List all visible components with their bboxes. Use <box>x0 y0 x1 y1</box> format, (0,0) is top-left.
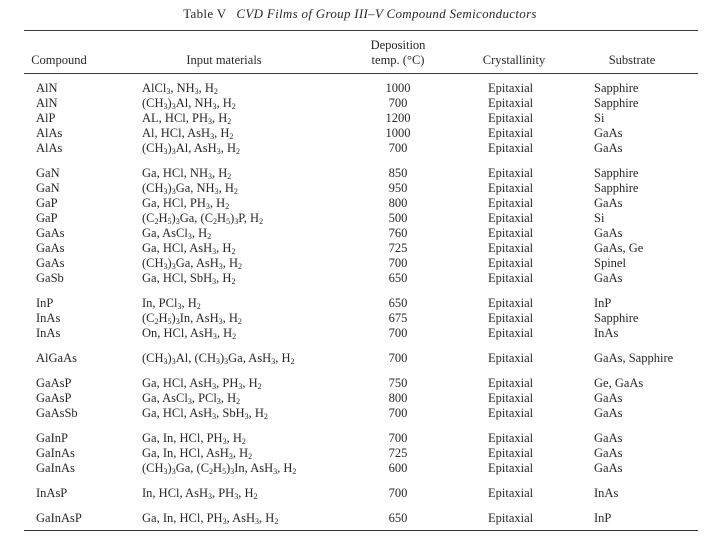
table-row <box>0 391 720 406</box>
cell-input-materials: $(CH_3)_3Al$, $NH_3$, $H_2$ <box>142 96 236 111</box>
cell-deposition-temp: 600 <box>388 461 408 475</box>
cell-compound: AlN <box>36 81 58 95</box>
cell-deposition-temp: 725 <box>388 446 408 460</box>
cell-input-materials: Ga, In, HCl, AsH$_3$, $H_2$ <box>142 446 253 461</box>
header-input-materials: Input materials <box>186 53 262 67</box>
cell-compound: InAs <box>36 311 61 325</box>
cell-substrate: Sapphire <box>594 96 639 110</box>
cell-crystallinity: Epitaxial <box>488 311 534 325</box>
cell-deposition-temp: 700 <box>388 326 408 340</box>
cell-deposition-temp: 650 <box>388 511 408 525</box>
cell-substrate: GaAs, Sapphire <box>594 351 674 365</box>
cell-compound: GaInAs <box>36 446 75 460</box>
cell-crystallinity: Epitaxial <box>488 211 534 225</box>
table-caption: CVD Films of Group III–V Compound Semiconductors <box>236 6 537 21</box>
table-title <box>0 6 720 22</box>
cell-input-materials: Ga, HCl, SbH$_3$, $H_2$ <box>142 271 236 286</box>
cell-input-materials: Ga, HCl, AsH$_3$, SbH$_3$, $H_2$ <box>142 406 268 421</box>
cell-deposition-temp: 700 <box>388 431 408 445</box>
cell-substrate: GaAs <box>594 141 623 155</box>
table-row <box>0 311 720 326</box>
cell-substrate: GaAs <box>594 226 623 240</box>
cell-crystallinity: Epitaxial <box>488 511 534 525</box>
cell-deposition-temp: 760 <box>388 226 408 240</box>
cell-substrate: GaAs <box>594 431 623 445</box>
cell-compound: GaP <box>36 211 58 225</box>
cell-crystallinity: Epitaxial <box>488 81 534 95</box>
cell-compound: InAs <box>36 326 61 340</box>
cell-compound: GaAsP <box>36 391 72 405</box>
cell-input-materials: Al, HCl, AsH$_3$, $H_2$ <box>142 126 234 141</box>
cell-crystallinity: Epitaxial <box>488 256 534 270</box>
cell-input-materials: Ga, HCl, AsH$_3$, $PH_3$, $H_2$ <box>142 376 262 391</box>
cell-input-materials: $(CH_3)_3Ga$, $(C_2H_5)_3In$, AsH$_3$, $H_2$ <box>142 461 297 476</box>
cell-substrate: InAs <box>594 326 619 340</box>
cell-input-materials: Ga, AsCl$_3$, $H_2$ <box>142 226 212 241</box>
cell-crystallinity: Epitaxial <box>488 126 534 140</box>
table-row <box>0 211 720 226</box>
cell-substrate: Sapphire <box>594 81 639 95</box>
cell-deposition-temp: 700 <box>388 256 408 270</box>
cell-input-materials: $(C_2H_5)_3In$, AsH$_3$, $H_2$ <box>142 311 242 326</box>
cell-substrate: Sapphire <box>594 311 639 325</box>
cell-crystallinity: Epitaxial <box>488 326 534 340</box>
table-row <box>0 81 720 96</box>
cell-substrate: GaAs <box>594 196 623 210</box>
cell-deposition-temp: 1000 <box>385 126 411 140</box>
cell-substrate: Si <box>594 111 605 125</box>
cell-deposition-temp: 500 <box>388 211 408 225</box>
table-row <box>0 141 720 156</box>
cell-deposition-temp: 850 <box>388 166 408 180</box>
cell-substrate: Sapphire <box>594 181 639 195</box>
cell-input-materials: Ga, In, HCl, $PH_3$, AsH$_3$, $H_2$ <box>142 511 279 526</box>
table-row <box>0 126 720 141</box>
header-deposition-temp <box>352 38 444 68</box>
cell-substrate: GaAs, Ge <box>594 241 644 255</box>
cell-deposition-temp: 800 <box>388 196 408 210</box>
cell-input-materials: $(CH_3)_3Ga$, AsH$_3$, $H_2$ <box>142 256 243 271</box>
cell-crystallinity: Epitaxial <box>488 181 534 195</box>
table-row <box>0 326 720 341</box>
header-temp-line1: Deposition <box>370 38 426 52</box>
table-row <box>0 96 720 111</box>
table-row <box>0 241 720 256</box>
table-row <box>0 166 720 181</box>
cell-input-materials: Ga, AsCl$_3$, PCl$_3$, $H_2$ <box>142 391 241 406</box>
cell-compound: GaN <box>36 181 60 195</box>
cell-deposition-temp: 800 <box>388 391 408 405</box>
table-row <box>0 256 720 271</box>
cell-compound: GaAsSb <box>36 406 78 420</box>
cell-compound: GaP <box>36 196 58 210</box>
table-row <box>0 486 720 501</box>
top-rule <box>24 30 698 31</box>
table-row <box>0 196 720 211</box>
cell-input-materials: Ga, HCl, AsH$_3$, $H_2$ <box>142 241 236 256</box>
cell-deposition-temp: 700 <box>388 351 408 365</box>
cell-deposition-temp: 950 <box>388 181 408 195</box>
cell-substrate: GaAs <box>594 271 623 285</box>
cell-compound: GaInAsP <box>36 511 82 525</box>
cell-crystallinity: Epitaxial <box>488 226 534 240</box>
cell-input-materials: Ga, In, HCl, $PH_3$, $H_2$ <box>142 431 246 446</box>
cell-deposition-temp: 675 <box>388 311 408 325</box>
table-row <box>0 511 720 526</box>
cell-input-materials: On, HCl, AsH$_3$, $H_2$ <box>142 326 237 341</box>
cell-deposition-temp: 700 <box>388 96 408 110</box>
table-row <box>0 271 720 286</box>
cell-compound: GaInAs <box>36 461 75 475</box>
cell-crystallinity: Epitaxial <box>488 296 534 310</box>
cell-crystallinity: Epitaxial <box>488 96 534 110</box>
cell-substrate: Si <box>594 211 605 225</box>
cell-compound: AlGaAs <box>36 351 77 365</box>
cell-input-materials: $(CH_3)_3Al$, AsH$_3$, $H_2$ <box>142 141 240 156</box>
cell-substrate: Sapphire <box>594 166 639 180</box>
cell-crystallinity: Epitaxial <box>488 241 534 255</box>
cell-input-materials: AL, HCl, $PH_3$, $H_2$ <box>142 111 232 126</box>
cell-compound: GaSb <box>36 271 64 285</box>
table-row <box>0 111 720 126</box>
header-compound: Compound <box>31 53 87 67</box>
cell-deposition-temp: 700 <box>388 141 408 155</box>
cell-input-materials: In, PCl$_3$, $H_2$ <box>142 296 201 311</box>
cell-substrate: Spinel <box>594 256 626 270</box>
cell-compound: InP <box>36 296 54 310</box>
cell-compound: AlN <box>36 96 58 110</box>
header-temp-line2: temp. (°C) <box>371 53 425 67</box>
cell-substrate: GaAs <box>594 461 623 475</box>
cell-crystallinity: Epitaxial <box>488 461 534 475</box>
cell-substrate: Ge, GaAs <box>594 376 644 390</box>
cell-substrate: GaAs <box>594 391 623 405</box>
table-row <box>0 461 720 476</box>
cell-crystallinity: Epitaxial <box>488 391 534 405</box>
table-row <box>0 226 720 241</box>
cell-substrate: GaAs <box>594 406 623 420</box>
cell-deposition-temp: 725 <box>388 241 408 255</box>
table-row <box>0 181 720 196</box>
cell-crystallinity: Epitaxial <box>488 376 534 390</box>
cell-input-materials: AlCl$_3$, $NH_3$, $H_2$ <box>142 81 218 96</box>
cell-compound: AlP <box>36 111 56 125</box>
bottom-rule <box>24 530 698 531</box>
cell-substrate: GaAs <box>594 126 623 140</box>
table-row <box>0 376 720 391</box>
cell-compound: InAsP <box>36 486 68 500</box>
cell-input-materials: $(CH_3)_3Al$, $(CH_3)_3Ga$, AsH$_3$, $H_2$ <box>142 351 295 366</box>
cell-input-materials: $(CH_3)_3Ga$, $NH_3$, $H_2$ <box>142 181 238 196</box>
cell-crystallinity: Epitaxial <box>488 196 534 210</box>
table-row <box>0 351 720 366</box>
cell-deposition-temp: 650 <box>388 296 408 310</box>
table-row <box>0 406 720 421</box>
cell-deposition-temp: 700 <box>388 486 408 500</box>
cell-crystallinity: Epitaxial <box>488 166 534 180</box>
cell-compound: AlAs <box>36 126 63 140</box>
cell-crystallinity: Epitaxial <box>488 271 534 285</box>
table-row <box>0 446 720 461</box>
cell-input-materials: In, HCl, AsH$_3$, $PH_3$, $H_2$ <box>142 486 258 501</box>
cell-input-materials: Ga, HCl, $NH_3$, $H_2$ <box>142 166 232 181</box>
cell-compound: GaAs <box>36 226 65 240</box>
cell-deposition-temp: 700 <box>388 406 408 420</box>
cell-deposition-temp: 1000 <box>385 81 411 95</box>
cell-crystallinity: Epitaxial <box>488 486 534 500</box>
cell-deposition-temp: 650 <box>388 271 408 285</box>
cell-crystallinity: Epitaxial <box>488 141 534 155</box>
cell-compound: GaAs <box>36 256 65 270</box>
table-row <box>0 296 720 311</box>
cell-crystallinity: Epitaxial <box>488 446 534 460</box>
cell-deposition-temp: 1200 <box>385 111 411 125</box>
cell-substrate: InP <box>594 296 612 310</box>
cell-input-materials: $(C_2H_5)_3Ga$, $(C_2H_5)_3P$, $H_2$ <box>142 211 264 226</box>
cell-crystallinity: Epitaxial <box>488 111 534 125</box>
header-substrate: Substrate <box>608 53 656 67</box>
table-label: Table V <box>183 6 227 21</box>
cell-crystallinity: Epitaxial <box>488 406 534 420</box>
cell-compound: GaN <box>36 166 60 180</box>
cell-compound: GaAs <box>36 241 65 255</box>
cell-substrate: InAs <box>594 486 619 500</box>
header-rule <box>24 73 698 74</box>
cell-compound: GaAsP <box>36 376 72 390</box>
cell-substrate: InP <box>594 511 612 525</box>
cell-crystallinity: Epitaxial <box>488 351 534 365</box>
cell-input-materials: Ga, HCl, $PH_3$, $H_2$ <box>142 196 230 211</box>
header-crystallinity: Crystallinity <box>482 53 546 67</box>
cell-compound: AlAs <box>36 141 63 155</box>
table-row <box>0 431 720 446</box>
cell-deposition-temp: 750 <box>388 376 408 390</box>
cell-crystallinity: Epitaxial <box>488 431 534 445</box>
cell-compound: GaInP <box>36 431 68 445</box>
cell-substrate: GaAs <box>594 446 623 460</box>
